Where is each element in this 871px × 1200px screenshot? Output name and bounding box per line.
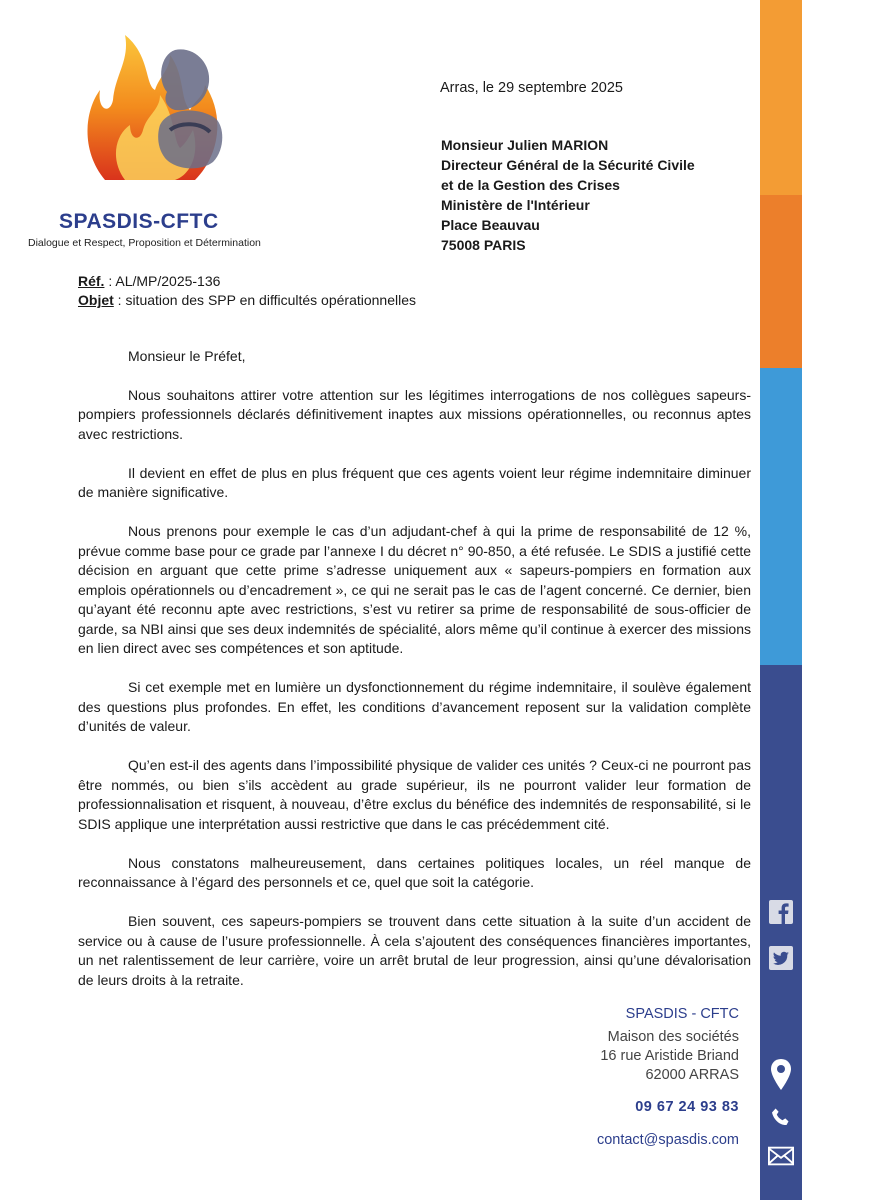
contact-org: SPASDIS - CFTC [625, 1006, 739, 1022]
address-line: Maison des sociétés [607, 1029, 739, 1045]
logo [25, 30, 265, 249]
paragraph: Nous prenons pour exemple le cas d’un adjudant-chef à qui la prime de responsabilité de 12 %, prévue comme base pour ce grade par l’annexe I du décret n° 90-850, a été refusée. Le SDIS a justifié cette décision en arguant que cette prime s’adresse uniquement aux « sapeurs-pompiers en formation aux emplois opérationnels ou d’encadrement », ce qui ne serait pas le cas de l’agent concerné. Ce dernier, bien qu’ayant été reconnu apte avec restrictions, s’est vu retirer sa prime de responsabilité de sous-officier de garde, sa NBI ainsi que ses deux indemnités de spécialité, alors même qu’il continue à exercer des missions en lien direct avec ses compétences et son aptitude. [78, 523, 751, 656]
location-icon [768, 1058, 794, 1092]
paragraph: Qu’en est-il des agents dans l’impossibilité physique de valider ces unités ? Ceux-ci ne pourront pas être nommés, ou bien s’ils accèdent au grade supérieur, ils ne pourront valider leur formation de professionnalisation et risquent, à nouveau, d’être exclus du bénéfice des indemnités de responsabilité, si le SDIS applique une interprétation aussi restrictive que dans le cas précédemment cité. [78, 757, 751, 832]
salutation: Monsieur le Préfet, [128, 348, 246, 364]
mail-icon [768, 1143, 794, 1169]
strip-orange-bottom [760, 195, 802, 368]
letter-body [78, 347, 751, 1010]
ref-label: Réf. [78, 273, 105, 289]
paragraph: Si cet exemple met en lumière un dysfonctionnement du régime indemnitaire, il soulève également des questions plus profondes. En effet, les conditions d’avancement reposent sur la validation complète d’unités de valeur. [78, 679, 751, 734]
recipient-line: et de la Gestion des Crises [441, 177, 620, 193]
contact-block [479, 1005, 739, 1150]
facebook-icon[interactable] [768, 899, 794, 925]
recipient-line: Place Beauvau [441, 217, 540, 233]
address-line: 62000 ARRAS [645, 1067, 739, 1083]
recipient-line: Monsieur Julien MARION [441, 137, 609, 153]
contact-phone[interactable]: 09 67 24 93 83 [635, 1099, 739, 1115]
paragraph: Nous souhaitons attirer votre attention sur les légitimes interrogations de nos collègues sapeurs-pompiers professionnels déclarés définitivement inaptes aux missions opérationnelles, ou reconnus aptes avec restrictions. [78, 386, 751, 442]
ref-value: : AL/MP/2025-136 [104, 273, 221, 289]
letter-date: Arras, le 29 septembre 2025 [440, 80, 623, 96]
phone-icon [768, 1105, 794, 1131]
paragraph: Nous constatons malheureusement, dans certaines politiques locales, un réel manque de reconnaissance à l’égard des personnels et ce, quel que soit la catégorie. [78, 854, 751, 890]
address-line: 16 rue Aristide Briand [600, 1048, 739, 1064]
recipient-line: 75008 PARIS [441, 237, 526, 253]
recipient-line: Ministère de l'Intérieur [441, 197, 590, 213]
contact-email[interactable]: contact@spasdis.com [596, 1132, 739, 1148]
paragraph: Il devient en effet de plus en plus fréquent que ces agents voient leur régime indemnitaire diminuer de manière significative. [78, 464, 751, 500]
paragraph: Bien souvent, ces sapeurs-pompiers se trouvent dans cette situation à la suite d’un accident de service ou à cause de l’usure professionnelle. À cela s’ajoutent des conséquences financières importantes, un net ralentissement de leur carrière, voire un arrêt brutal de leur progression, ainsi qu’une dévalorisation de leurs droits à la retraite. [78, 913, 751, 988]
logo-tagline: Dialogue et Respect, Proposition et Détermination [28, 237, 261, 249]
logo-name: SPASDIS-CFTC [59, 210, 219, 233]
reference-block [78, 272, 416, 310]
reference-line [78, 272, 416, 291]
object-value: : situation des SPP en difficultés opérationnelles [113, 292, 417, 308]
color-strip [760, 0, 802, 1200]
strip-orange-top [760, 0, 802, 195]
recipient-block [441, 135, 695, 255]
recipient-line: Directeur Général de la Sécurité Civile [441, 157, 695, 173]
logo-flame-firefighter-icon [75, 30, 235, 190]
strip-blue [760, 368, 802, 665]
object-label: Objet [78, 292, 114, 308]
twitter-icon[interactable] [768, 945, 794, 971]
object-line [78, 291, 416, 310]
